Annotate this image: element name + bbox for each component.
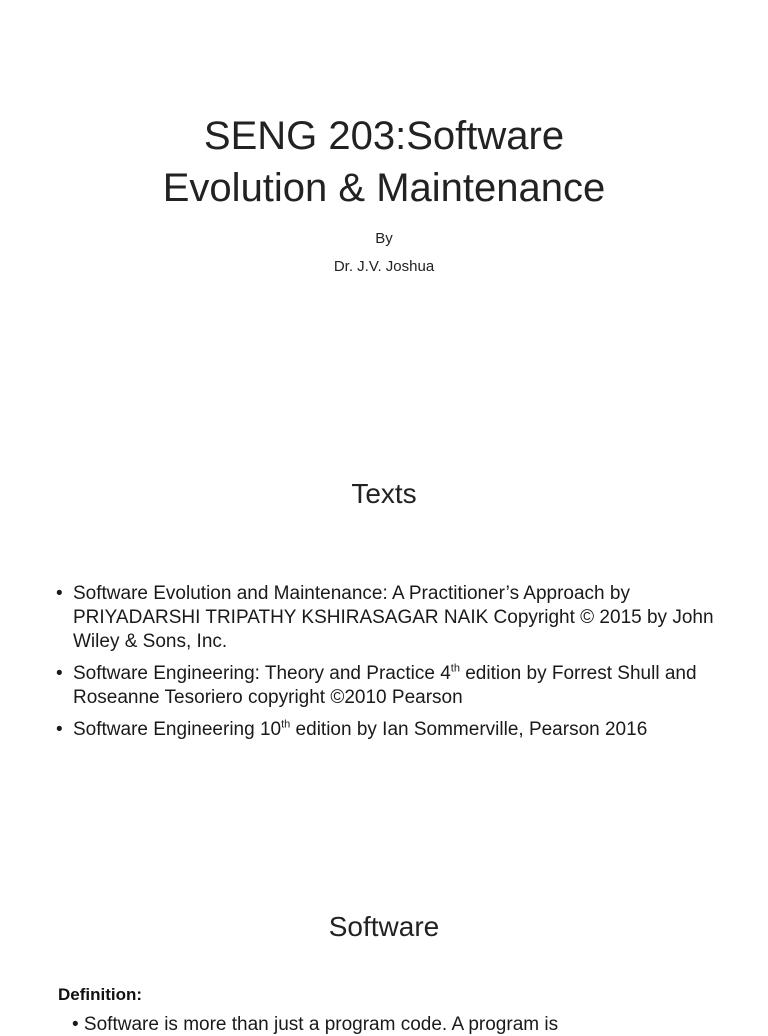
slide-title-line-1: SENG 203:Software bbox=[203, 114, 565, 158]
list-item-text-pre: Software Engineering 10 bbox=[73, 719, 282, 740]
list-item bbox=[56, 718, 736, 742]
list-item-text-post: edition by Ian Sommerville, Pearson 2016 bbox=[290, 719, 648, 740]
byline-author: Dr. J.V. Joshua bbox=[333, 258, 435, 275]
software-heading: Software bbox=[328, 911, 440, 942]
list-item-sup: th bbox=[281, 718, 291, 731]
slide-title-line-2: Evolution & Maintenance bbox=[162, 166, 606, 210]
texts-list bbox=[56, 582, 736, 750]
list-item bbox=[56, 582, 736, 654]
bullet-icon: • bbox=[56, 719, 63, 740]
byline-by: By bbox=[375, 230, 393, 247]
texts-heading: Texts bbox=[351, 478, 417, 509]
slide-title bbox=[0, 110, 768, 214]
definition-label: Definition: bbox=[58, 985, 143, 1004]
bullet-icon: • bbox=[56, 583, 63, 604]
list-item-text: Software Evolution and Maintenance: A Practitioner’s Approach by PRIYADARSHI TRIPATHY KSHIRASAGAR NAIK Copyright © 2015 by John Wiley & Sons, Inc. bbox=[73, 583, 714, 652]
list-item-text-post: edition by Forrest Shull and Roseanne Tesoriero copyright ©2010 Pearson bbox=[73, 663, 697, 708]
list-item-text-pre: Software Engineering: Theory and Practice 4 bbox=[73, 663, 451, 684]
bullet-icon: • bbox=[56, 663, 63, 684]
definition-text-cutoff: • Software is more than just a program code. A program is bbox=[72, 1014, 559, 1035]
list-item-sup: th bbox=[450, 662, 460, 675]
list-item bbox=[56, 662, 736, 710]
